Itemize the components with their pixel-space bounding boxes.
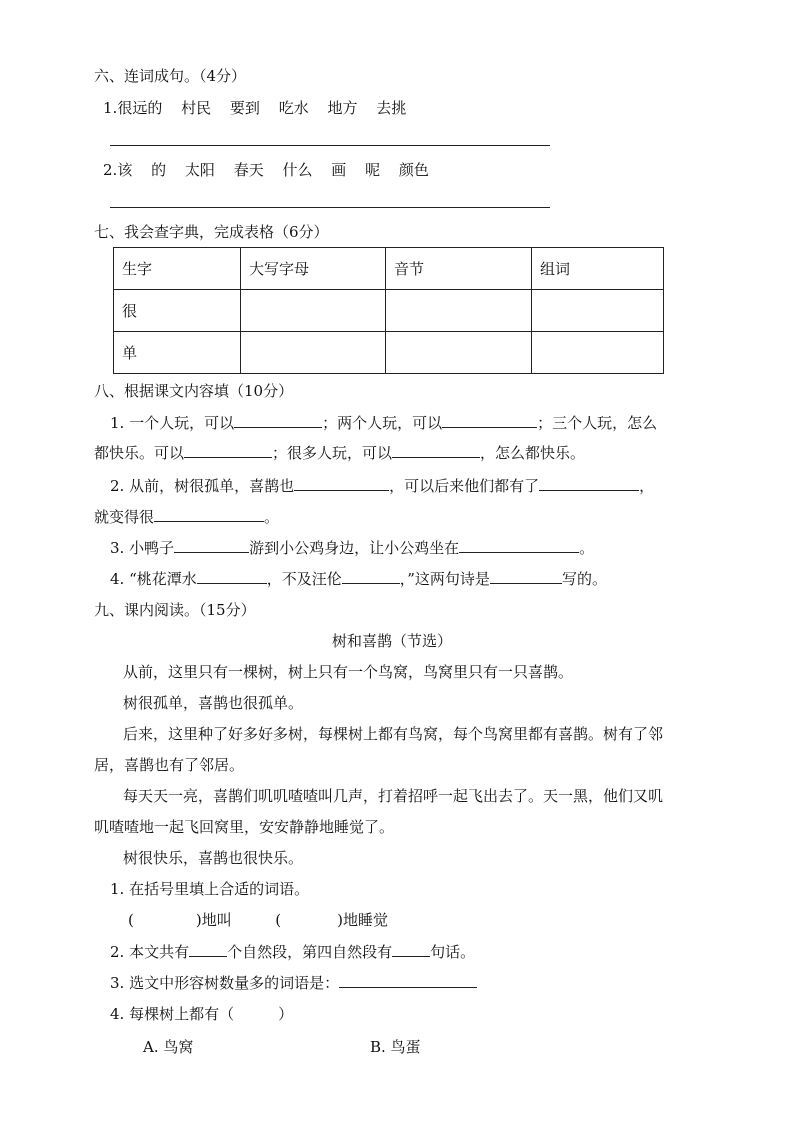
passage-paragraph-3-cont: 居，喜鹊也有了邻居。 [94,756,245,774]
answer-cell[interactable] [386,332,532,374]
answer-cell[interactable] [532,332,664,374]
word: 村民 [181,99,212,117]
question-9-1-blanks [128,910,388,930]
option-b[interactable]: B. 鸟蛋 [370,1038,421,1056]
fill-blank[interactable] [184,443,272,458]
section-9-heading: 九、课内阅读。（15分） [94,601,256,619]
fill-blank[interactable] [392,942,430,957]
character-cell: 单 [114,332,241,374]
fill-blank[interactable] [234,413,322,428]
prompt-text: 。 [264,508,280,526]
open-paren: ( [128,911,134,929]
option-a[interactable]: A. 鸟窝 [143,1038,194,1056]
prompt-text: 2. 本文共有 [110,943,190,961]
passage-paragraph-1: 从前，这里只有一棵树，树上只有一个鸟窝，鸟窝里只有一只喜鹊。 [123,663,574,681]
word: 什么 [282,161,313,179]
question-6-1 [103,98,406,118]
prompt-text: 。 [579,539,595,557]
fill-blank[interactable] [189,942,227,957]
question-8-4 [110,569,607,589]
prompt-text: 都快乐。可以 [94,444,185,462]
prompt-text: 2. 从前，树很孤单，喜鹊也 [110,477,295,495]
word: 要到 [229,99,260,117]
table-row [114,332,664,374]
prompt-text: 个自然段，第四自然段有 [227,943,393,961]
word: 吃水 [278,99,309,117]
fill-blank[interactable] [490,569,562,584]
passage-paragraph-2: 树很孤单，喜鹊也很孤单。 [123,694,304,712]
question-8-1-cont [94,443,585,463]
fill-blank[interactable] [154,507,264,522]
question-8-3 [110,538,594,558]
fill-blank[interactable] [539,476,639,491]
table-row [114,290,664,332]
header-cell: 音节 [386,248,532,290]
prompt-text: ；很多人玩，可以 [272,444,393,462]
prompt-text: 3. 小鸭子 [110,539,175,557]
question-number: 1. [103,99,118,117]
fill-blank[interactable] [294,476,389,491]
prompt-text: ；两个人玩，可以 [322,414,443,432]
prompt-text: ，可以后来他们都有了 [389,477,540,495]
question-number: 2. [103,161,118,179]
passage-paragraph-3: 后来，这里种了好多好多树，每棵树上都有鸟窝，每个鸟窝里都有喜鹊。树有了邻 [123,725,664,743]
dictionary-table [113,247,664,374]
passage-paragraph-4-cont: 叽喳喳地一起飞回窝里，安安静静地睡觉了。 [94,818,395,836]
word: 该 [117,161,133,179]
prompt-text: ） [278,1005,294,1023]
fill-blank[interactable] [459,538,579,553]
prompt-text: 4. 每棵树上都有（ [110,1005,235,1023]
fill-blank[interactable] [339,973,477,988]
header-cell: 生字 [114,248,241,290]
prompt-text: 3. 选文中形容树数量多的词语是： [110,974,340,992]
prompt-text: )地睡觉 [337,911,388,929]
header-cell: 组词 [532,248,664,290]
section-7-heading: 七、我会查字典，完成表格（6分） [94,223,329,241]
fill-blank[interactable] [342,569,400,584]
passage-paragraph-5: 树很快乐，喜鹊也很快乐。 [123,849,304,867]
section-6-heading: 六、连词成句。（4分） [94,67,247,85]
prompt-text: 游到小公鸡身边，让小公鸡坐在 [249,539,460,557]
prompt-text: 4. “桃花潭水 [110,570,197,588]
character-cell: 很 [114,290,241,332]
word: 去挑 [376,99,407,117]
passage-paragraph-4: 每天天一亮，喜鹊们叽叽喳喳叫几声，打着招呼一起飞出去了。天一黑，他们又叽 [123,787,664,805]
section-8-heading: 八、根据课文内容填（10分） [94,382,294,400]
question-8-2 [110,476,654,496]
word: 的 [151,161,167,179]
word: 颜色 [398,161,429,179]
prompt-text: 句话。 [430,943,476,961]
prompt-text: 1. 一个人玩，可以 [110,414,235,432]
question-9-4 [110,1004,293,1024]
question-8-1 [110,413,657,433]
answer-line-2[interactable] [110,207,550,208]
prompt-text: ，不及汪伦 [266,570,342,588]
fill-blank[interactable] [174,538,249,553]
prompt-text: )地叫 [195,911,232,929]
fill-blank[interactable] [197,569,267,584]
prompt-text: ，怎么都快乐。 [480,444,586,462]
word: 地方 [327,99,358,117]
open-paren: ( [275,911,282,929]
answer-cell[interactable] [386,290,532,332]
word: 呢 [365,161,381,179]
prompt-text: 就变得很 [94,508,155,526]
prompt-text: ；三个人玩，怎么 [537,414,658,432]
question-8-2-cont [94,507,279,527]
header-cell: 大写字母 [241,248,386,290]
question-9-1: 1. 在括号里填上合适的词语。 [110,880,310,898]
answer-cell[interactable] [241,290,386,332]
fill-blank[interactable] [392,443,480,458]
fill-blank[interactable] [442,413,537,428]
prompt-text: ， [639,477,655,495]
prompt-text: 写的。 [561,570,607,588]
answer-cell[interactable] [532,290,664,332]
prompt-text: ，”这两句诗是 [399,570,490,588]
question-9-3 [110,973,477,993]
word: 很远的 [117,99,163,117]
answer-cell[interactable] [241,332,386,374]
table-header-row [114,248,664,290]
question-9-2 [110,942,475,962]
question-6-2 [103,160,429,180]
word: 春天 [233,161,264,179]
passage-title: 树和喜鹊（节选） [332,632,453,650]
word: 画 [331,161,347,179]
answer-line-1[interactable] [110,145,550,146]
word: 太阳 [184,161,215,179]
